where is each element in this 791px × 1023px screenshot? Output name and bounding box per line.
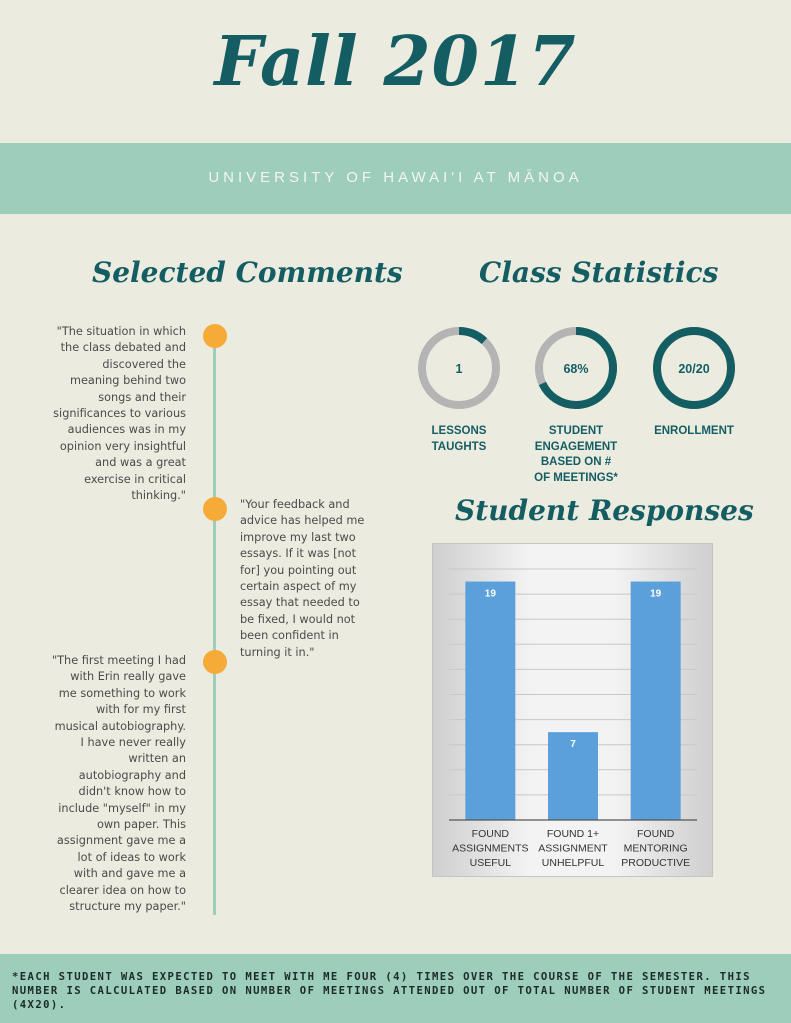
category-label: ASSIGNMENT (538, 842, 608, 855)
stat-rings (400, 315, 760, 425)
ring-value: 68% (563, 362, 589, 376)
stat-label-enrollment: ENROLLMENT (654, 425, 734, 437)
timeline-line (213, 332, 216, 915)
data-label: 7 (570, 739, 576, 751)
comments-heading: Selected Comments (92, 256, 403, 289)
comment-1: "The situation in which the class debated and discovered the meaning behind two songs and their significances to various audiences was in my opinion very insightful and was a great exercise in critical thinking." (53, 325, 186, 503)
page-title: Fall 2017 (214, 22, 577, 102)
category-label: ASSIGNMENTS (452, 842, 529, 855)
category-label: FOUND (471, 828, 510, 840)
data-label: 19 (650, 588, 662, 600)
comment-2: "Your feedback and advice has helped me improve my last two essays. If it was [not for] you pointing out certain aspect of my essay that needed to be fixed, I would not been confident in turning it in." (240, 498, 365, 659)
category-label: FOUND (636, 828, 675, 840)
stats-heading: Class Statistics (479, 256, 719, 289)
category-label: USEFUL (469, 857, 512, 869)
timeline-dot (203, 650, 227, 674)
category-label: UNHELPFUL (541, 857, 605, 869)
bar (465, 582, 515, 820)
stat-label-engagement: STUDENT ENGAGEMENT BASED ON # OF MEETINGS* (534, 425, 618, 484)
ring-value: 20/20 (678, 362, 710, 376)
university-name: UNIVERSITY OF HAWAI'I AT MĀNOA (208, 169, 583, 186)
comment-3: "The first meeting I had with Erin really gave me something to work with for my first musical autobiography. I have never really written an autobiography and didn't know how to include "myself" in my own paper. This assignment gave me a lot of ideas to work with and gave me a clearer idea on how to structure my paper." (51, 654, 186, 914)
category-label: FOUND 1+ (546, 828, 600, 840)
bar (631, 582, 681, 820)
bar-chart (432, 543, 713, 877)
timeline-dot (203, 497, 227, 521)
category-label: MENTORING (623, 842, 688, 855)
data-label: 19 (484, 588, 496, 600)
footnote: *EACH STUDENT WAS EXPECTED TO MEET WITH ME FOUR (4) TIMES OVER THE COURSE OF THE SEMESTER. THIS NUMBER IS CALCULATED BASED ON NUMBER OF MEETINGS ATTENDED OUT OF TOTAL NUMBER OF STUDENT MEETINGS (4X20). (12, 971, 767, 1011)
chart-title: Student Responses (455, 494, 754, 527)
timeline-dot (203, 324, 227, 348)
ring-value: 1 (455, 362, 463, 376)
category-label: PRODUCTIVE (621, 857, 691, 869)
stat-label-lessons: LESSONS TAUGHTS (431, 425, 487, 453)
